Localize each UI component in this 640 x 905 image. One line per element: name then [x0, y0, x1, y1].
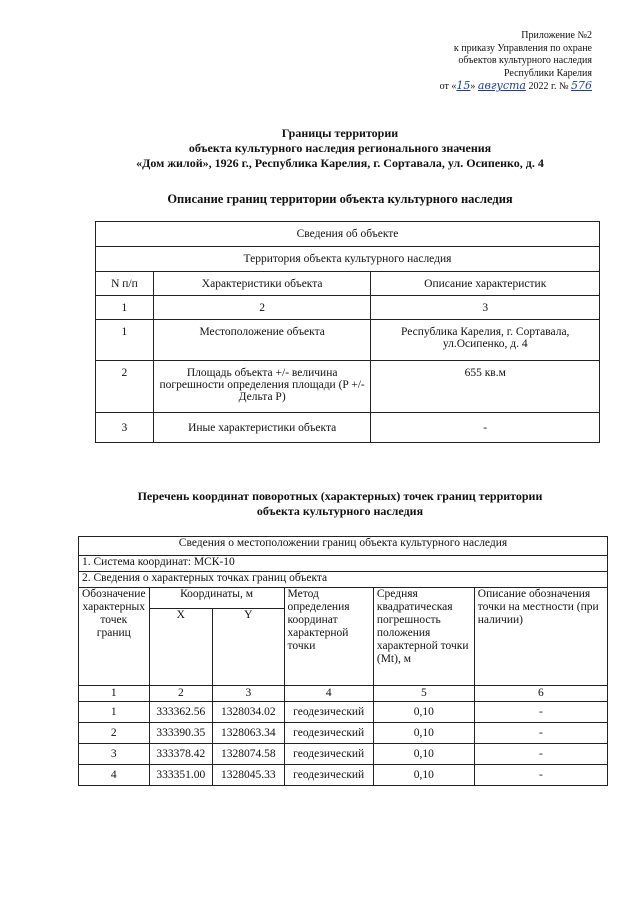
date-month: августа: [477, 79, 526, 92]
annex-line-2: к приказу Управления по охране: [453, 42, 592, 54]
row-value: -: [371, 413, 600, 443]
header-method: Метод определения координат характерной точки: [284, 588, 373, 686]
header-coordinates: Координаты, м: [149, 588, 284, 609]
point-description: -: [474, 744, 607, 765]
section-2-line-1: Перечень координат поворотных (характерных) точек границ территории: [137, 489, 543, 503]
point-error: 0,10: [373, 765, 474, 786]
section-1-heading: Описание границ территории объекта культурного наследия: [167, 192, 513, 206]
table2-col-number: 5: [373, 686, 474, 702]
point-error: 0,10: [373, 723, 474, 744]
points-caption: 2. Сведения о характерных точках границ объекта: [79, 572, 608, 588]
title-line-1: Границы территории: [281, 126, 399, 140]
point-x: 333351.00: [149, 765, 213, 786]
title-line-2: объекта культурного наследия регионального значения: [188, 141, 492, 155]
table1-header-description: Описание характеристик: [371, 272, 600, 296]
table-row: [96, 320, 600, 361]
table1-col-number: 1: [96, 296, 154, 320]
point-description: -: [474, 723, 607, 744]
section-2-heading: [60, 489, 620, 519]
point-method: геодезический: [284, 744, 373, 765]
date-year: 2022 г. №: [525, 81, 571, 92]
table-row: [79, 765, 608, 786]
title-line-3: «Дом жилой», 1926 г., Республика Карелия, г. Сортавала, ул. Осипенко, д. 4: [136, 156, 544, 170]
point-id: 1: [79, 702, 150, 723]
annex-header: [352, 30, 592, 94]
table1-subcaption: Территория объекта культурного наследия: [96, 247, 600, 272]
document-title: [60, 126, 620, 171]
header-error: Средняя квадратическая погрешность положения характерной точки (Mt), м: [373, 588, 474, 686]
point-x: 333390.35: [149, 723, 213, 744]
table1-col-number: 3: [371, 296, 600, 320]
point-description: -: [474, 702, 607, 723]
point-method: геодезический: [284, 702, 373, 723]
table2-col-number: 6: [474, 686, 607, 702]
header-y: Y: [213, 609, 284, 686]
table-row: [96, 361, 600, 413]
point-method: геодезический: [284, 765, 373, 786]
date-prefix: от «: [439, 81, 457, 92]
table2-col-number: 1: [79, 686, 150, 702]
table-row: [79, 702, 608, 723]
row-number: 1: [96, 320, 154, 361]
point-y: 1328074.58: [213, 744, 284, 765]
row-characteristic: Площадь объекта +/- величина погрешности определения площади (P +/- Дельта P): [153, 361, 371, 413]
row-number: 2: [96, 361, 154, 413]
date-mid: »: [470, 81, 478, 92]
point-x: 333378.42: [149, 744, 213, 765]
point-description: -: [474, 765, 607, 786]
point-y: 1328034.02: [213, 702, 284, 723]
coordinate-system: 1. Система координат: МСК-10: [79, 556, 608, 572]
point-y: 1328045.33: [213, 765, 284, 786]
point-x: 333362.56: [149, 702, 213, 723]
table2-col-number: 3: [213, 686, 284, 702]
row-value: 655 кв.м: [371, 361, 600, 413]
table-row: [79, 744, 608, 765]
row-number: 3: [96, 413, 154, 443]
date-day: 15: [456, 79, 471, 92]
annex-line-1: Приложение №2: [521, 30, 592, 41]
table-row: [96, 413, 600, 443]
object-info-table: [95, 221, 600, 443]
row-characteristic: Местоположение объекта: [153, 320, 371, 361]
header-x: X: [149, 609, 213, 686]
table2-caption: Сведения о местоположении границ объекта культурного наследия: [79, 537, 608, 556]
point-method: геодезический: [284, 723, 373, 744]
annex-line-4: Республики Карелия: [503, 67, 592, 79]
order-number: 576: [571, 79, 592, 92]
header-description: Описание обозначения точки на местности (при наличии): [474, 588, 607, 686]
section-2-line-2: объекта культурного наследия: [256, 504, 424, 518]
table2-col-number: 4: [284, 686, 373, 702]
row-characteristic: Иные характеристики объекта: [153, 413, 371, 443]
point-id: 4: [79, 765, 150, 786]
table2-col-number: 2: [149, 686, 213, 702]
point-id: 3: [79, 744, 150, 765]
point-error: 0,10: [373, 744, 474, 765]
table1-header-n: N п/п: [96, 272, 154, 296]
point-y: 1328063.34: [213, 723, 284, 744]
annex-line-3: объектов культурного наследия: [458, 55, 592, 66]
header-point-designation: Обозначение характерных точек границ: [79, 588, 150, 686]
point-id: 2: [79, 723, 150, 744]
coordinates-table: [78, 536, 608, 786]
annex-date-line: [352, 80, 592, 94]
table1-caption: Сведения об объекте: [96, 222, 600, 247]
point-error: 0,10: [373, 702, 474, 723]
row-value: Республика Карелия, г. Сортавала, ул.Осипенко, д. 4: [371, 320, 600, 361]
table1-col-number: 2: [153, 296, 371, 320]
table1-header-characteristic: Характеристики объекта: [153, 272, 371, 296]
table-row: [79, 723, 608, 744]
